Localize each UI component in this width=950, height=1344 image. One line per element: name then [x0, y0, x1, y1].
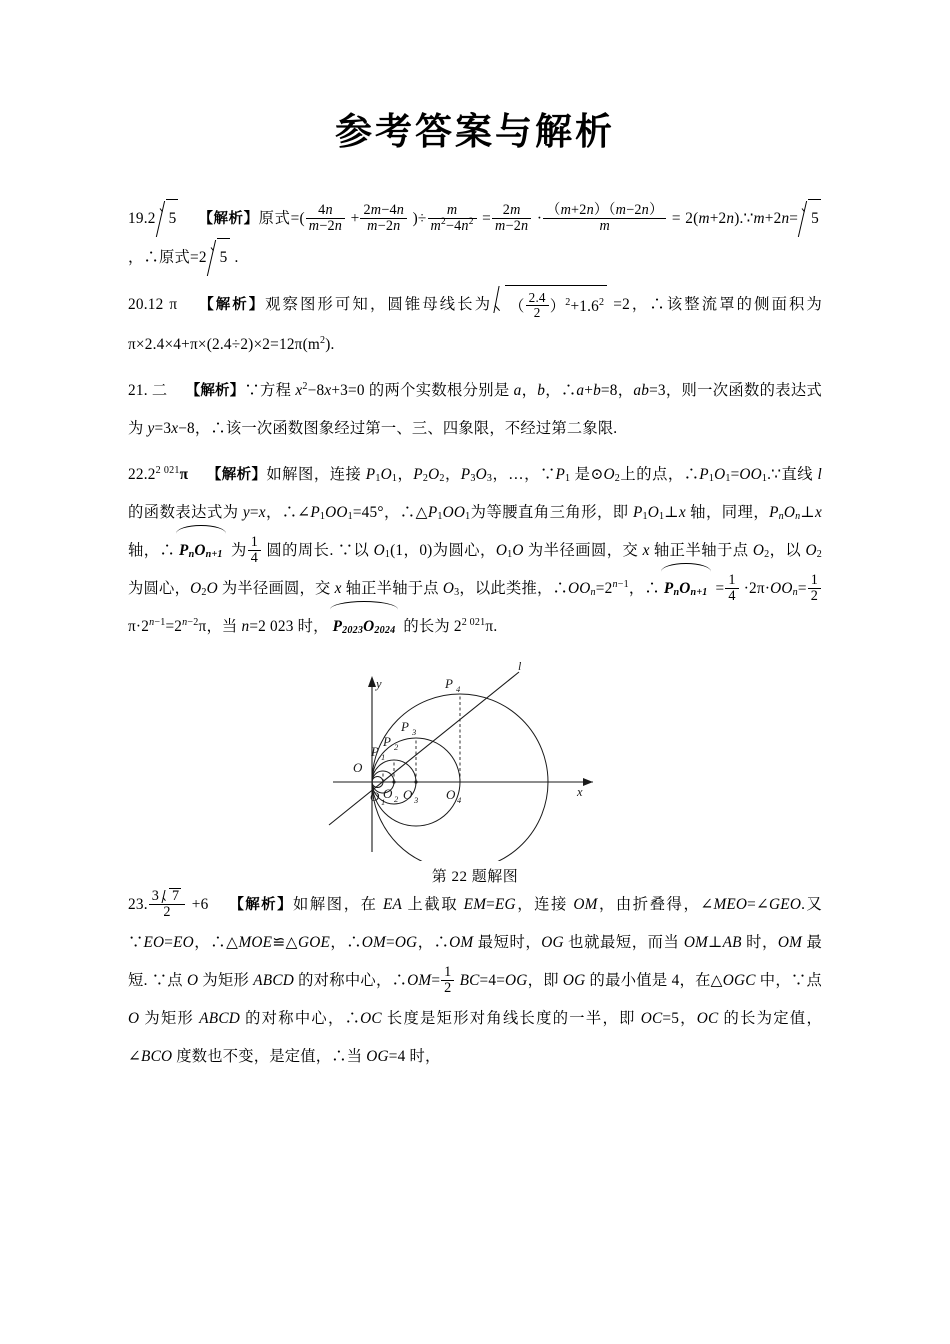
answer-23-number-and-answer: 23. $\frac{3 7}{2}$ +6 [128, 887, 209, 921]
label-x-axis: x [577, 784, 583, 799]
answer-item-21 [128, 372, 822, 448]
line-l [329, 672, 519, 825]
label-p3: P [401, 718, 409, 734]
answers-list [128, 199, 822, 1076]
analysis-tag-23: 【解析】 [227, 896, 293, 913]
label-o3: O [403, 786, 413, 802]
analysis-tag-22: 【解析】 [206, 466, 267, 483]
label-p4: P [445, 675, 453, 691]
answer-20-body: 观察图形可知，圆锥母线长为 （ $\frac{2.4}{2}$ ）$^2+1.6^2 =2$，∴该整流罩的侧面积为$\pi\times 2.4\times 4+\pi\times(2.4\div 2)\times 2=12\pi(m^2)$. [128, 296, 822, 353]
arc-p2023-o2024: $P_{2023}O_{2024}$ [330, 608, 399, 646]
dot-o4 [414, 780, 417, 783]
answer-item-23 [128, 886, 822, 1076]
label-o3-sub: 3 [414, 794, 419, 805]
arc-pn-on1: $P_nO_{n+1}$ [176, 532, 226, 570]
label-o4: O [446, 786, 456, 802]
figure-22 [128, 656, 822, 886]
analysis-tag-21: 【解析】 [185, 382, 245, 399]
label-p1-sub: 1 [381, 751, 386, 762]
y-axis-arrow [368, 676, 376, 687]
label-o2: O [383, 785, 393, 801]
label-p4-sub: 4 [456, 683, 461, 694]
answer-21-number-and-answer: 21. 二 [128, 381, 168, 399]
answer-20-number-and-answer: 20.12 π [128, 295, 178, 313]
dot-o3 [392, 780, 395, 783]
answer-23-body: 如解图，在 EA 上截取 EM=EG，连接 OM，由折叠得，∠MEO=∠GEO.又∵EO=EO，∴△MOE≌△GOE，∴OM=OG，∴OM 最短时，OG 也就最短，而当 OM⊥AB 时，OM 最短. ∵点 O 为矩形 ABCD 的对称中心，∴OM= $\frac{1}{2}$ BC=4=OG，即 OG 的最小值是 4，在△OGC 中，∵点 O 为矩形 ABCD 的对称中心，∴OC 长度是矩形对角线长度的一半，即 OC=5，OC 的长为定值，∠BCO 度数也不变，是定值，∴当 OG=4 时， [128, 895, 823, 1065]
label-p2: P [383, 733, 391, 749]
label-y-axis: y [376, 676, 382, 691]
figure-22-svg [325, 656, 625, 861]
answer-19-number-and-answer: 19.2 5 [128, 210, 179, 227]
label-line-l: l [518, 658, 522, 673]
page-title: 参考答案与解析 [335, 110, 615, 153]
answer-22-body: 如解图，连接 $P_1O_1$，$P_2O_2$，$P_3O_3$，…，$\because P_1$ 是$⊙O_2$上的点，$\therefore P_1O_1=OO_1.\because$直线 l 的函数表达式为 y=x，$\therefore\angle P_1OO_1=45^\circ$，$\therefore\triangle P_1OO_1$为等腰直角三角形，即 $P_1O_1\perp x$ 轴，同理，$P_nO_n\perp x$ 轴，∴ $P_nO_{n+1}$ 为 $\frac{1}{4}$ 圆的周长. ∵以 $O_1(1$，0)为圆心，$O_1O$ 为半径画圆，交 x 轴正半轴于点 $O_2$，以 $O_2$为圆心，$O_2O$ 为半径画圆，交 x 轴正半轴于点 $O_3$，以此类推，$\therefore OO_n=2^{n-1}$，∴ $P_nO_{n+1}$ = $\frac{1}{4}$ $\cdot 2\pi\cdot OO_n=$ $\frac{1}{2}$ $\pi\cdot 2^{n-1}=2^{n-2}\pi$，当 n=2 023 时， $P_{2023}O_{2024}$ 的长为 $2^{2 021}\pi$. [128, 466, 822, 635]
label-p2-sub: 2 [394, 741, 399, 752]
analysis-tag-20: 【解析】 [197, 296, 266, 313]
label-o1: O [370, 788, 380, 804]
arc-pn-on1-b: $P_nO_{n+1}$ [661, 570, 711, 608]
label-o2-sub: 2 [394, 793, 399, 804]
label-p1: P [371, 743, 379, 759]
analysis-tag: 【解析】 [197, 210, 259, 227]
answer-item-22 [128, 456, 822, 646]
label-origin: O [353, 759, 363, 775]
figure-22-caption: 第 22 题解图 [431, 868, 519, 885]
answer-item-19 [128, 199, 822, 277]
label-p3-sub: 3 [412, 726, 417, 737]
answer-19-body: 原式=( $\frac{4n}{m-2n}$ + $\frac{2m-4n}{m-2n}$ )÷ $\frac{m}{m^2-4n^2}$ = $\frac{2m}{m-2n}$ · $\frac{(m+2n)(m-2n)}{m}$ = 2(m+2n).∵m+2n= 5 ，∴原式=2 5 . [128, 210, 822, 266]
label-o4-sub: 4 [457, 794, 462, 805]
answer-item-20 [128, 285, 822, 364]
answer-21-body: ∵方程 $x^2-8x+3=0$ 的两个实数根分别是 a，b，∴a+b=8，ab=3，则一次函数的表达式为 y=3x−8，∴该一次函数图象经过第一、三、四象限，不经过第二象限. [128, 380, 823, 437]
x-axis-arrow [583, 778, 593, 786]
label-o1-sub: 1 [381, 796, 386, 807]
answer-22-number-and-answer: $22.2^{2 021}\pi$ [128, 464, 189, 483]
